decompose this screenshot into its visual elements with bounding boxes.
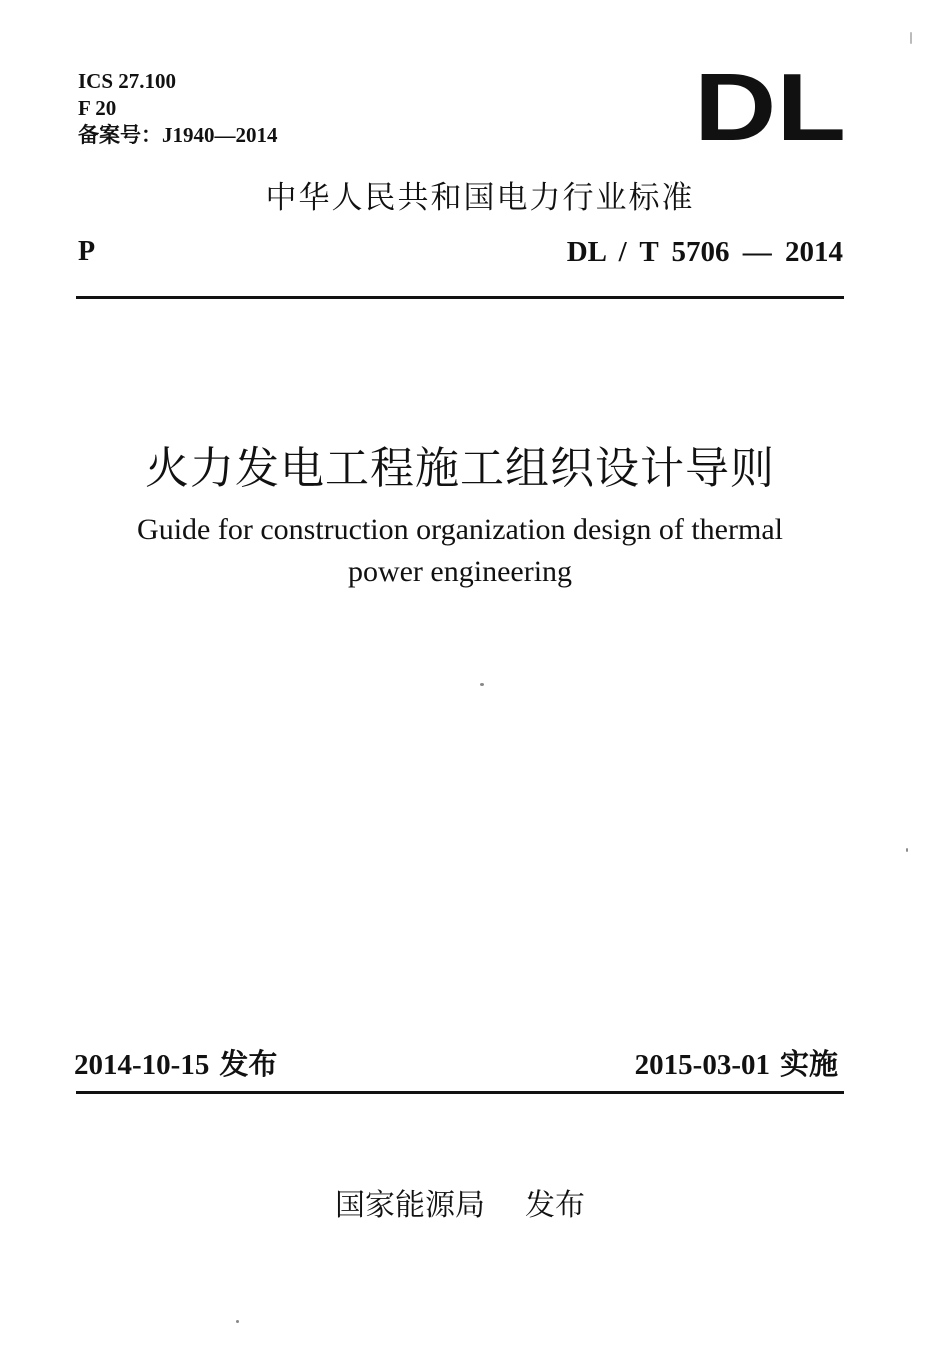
category-code: F 20 [78,96,117,120]
issue-label: 发布 [219,1047,278,1081]
implement-date: 2015-03-01 [634,1049,770,1081]
standard-category-title: 中华人民共和国电力行业标准 [265,180,695,216]
standard-code: DL / T 5706 — 2014 [566,236,843,268]
scan-speck [910,32,912,44]
catalog-info [78,68,278,149]
publisher-name: 国家能源局 [335,1188,485,1223]
document-title-en-line1: Guide for construction organization design of thermal [137,513,783,546]
classification-letter: P [78,236,96,267]
implement-date-block [635,1042,838,1083]
document-title-cn: 火力发电工程施工组织设计导则 [145,443,775,494]
bottom-divider [76,1091,844,1094]
dl-logo-text: DL [694,70,846,142]
issue-date-block [74,1042,277,1083]
implement-label: 实施 [779,1047,838,1081]
scan-speck [480,683,484,686]
scan-speck [236,1320,239,1323]
document-title-en [110,509,810,593]
ics-number: ICS 27.100 [78,69,177,93]
document-title-en-line2: power engineering [347,555,573,588]
dl-logo [694,70,846,142]
record-number: 备案号：J1940—2014 [78,123,278,147]
publisher-label: 发布 [525,1188,585,1223]
top-divider [76,296,844,299]
publisher-block [0,1180,920,1224]
issue-date: 2014-10-15 [74,1049,210,1081]
scan-speck [906,848,908,852]
